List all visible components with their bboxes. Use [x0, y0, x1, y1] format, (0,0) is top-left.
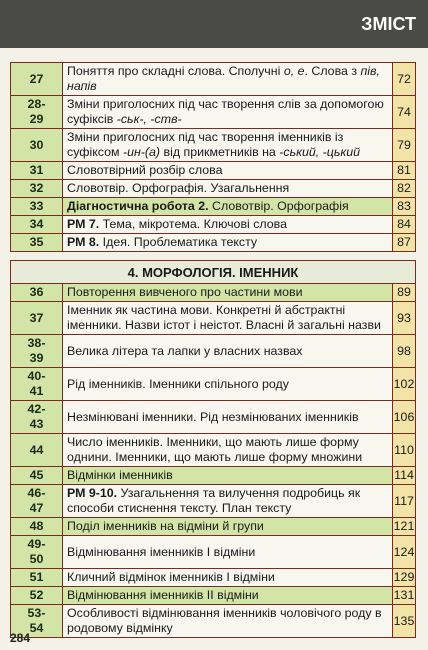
lesson-title-text: Відмінювання іменників І відміни [67, 544, 256, 559]
contents-row [11, 518, 416, 536]
lesson-title [63, 162, 393, 180]
lesson-number: 34 [11, 216, 63, 234]
lesson-number: 52 [11, 587, 63, 605]
lesson-page: 93 [393, 302, 416, 335]
lesson-title-text: Тема, мікротема. Ключові слова [99, 217, 288, 231]
lesson-page: 124 [393, 536, 416, 569]
lesson-title-text: Узагальнення та вилучення подробиць як способи стиснення тексту. План тексту [67, 486, 361, 515]
lesson-number: 49- 50 [11, 536, 63, 569]
lesson-page: 129 [393, 569, 416, 587]
lesson-page: 117 [393, 485, 416, 518]
section-heading-row [11, 261, 416, 284]
contents-row [11, 536, 416, 569]
lesson-title [63, 335, 393, 368]
lesson-page: 110 [393, 434, 416, 467]
lesson-title-text: Кличний відмінок іменників І відміни [67, 570, 275, 584]
lesson-title-text: від прикметників на [160, 145, 280, 159]
lesson-title [63, 434, 393, 467]
lesson-title [63, 198, 393, 216]
contents-table-body [11, 63, 416, 638]
lesson-number: 30 [11, 129, 63, 162]
lesson-title-text: Повторення вивченого про частини мови [67, 285, 303, 299]
lesson-title [63, 368, 393, 401]
lesson-title-text: -ський, -цький [279, 145, 360, 159]
lesson-page: 106 [393, 401, 416, 434]
lesson-title-text: . Слова з [304, 64, 361, 78]
lesson-page: 135 [393, 605, 416, 638]
lesson-title [63, 284, 393, 302]
lesson-page: 79 [393, 129, 416, 162]
lesson-title [63, 96, 393, 129]
section-heading: 4. МОРФОЛОГІЯ. ІМЕННИК [11, 261, 416, 284]
lesson-title [63, 605, 393, 638]
lesson-title [63, 180, 393, 198]
lesson-number: 37 [11, 302, 63, 335]
lesson-title-text: Відмінювання іменників ІІ відміни [67, 588, 259, 602]
table-of-contents [10, 62, 415, 638]
lesson-title-text: пів, напів [67, 64, 380, 93]
contents-table [10, 62, 416, 638]
lesson-number: 45 [11, 467, 63, 485]
lesson-title-text: Число іменників. Іменники, що мають лише форму однини. Іменники, що мають лише форму множини [67, 435, 363, 464]
contents-row [11, 302, 416, 335]
contents-row [11, 485, 416, 518]
contents-row [11, 368, 416, 401]
lesson-title-text: РМ 7. [67, 217, 100, 231]
lesson-number: 31 [11, 162, 63, 180]
contents-row [11, 335, 416, 368]
lesson-page: 89 [393, 284, 416, 302]
lesson-page: 131 [393, 587, 416, 605]
lesson-title [63, 216, 393, 234]
lesson-title-text: Словотвір. Орфографія [208, 199, 349, 213]
contents-row [11, 434, 416, 467]
lesson-number: 44 [11, 434, 63, 467]
lesson-page: 98 [393, 335, 416, 368]
lesson-number: 53- 54 [11, 605, 63, 638]
lesson-page: 114 [393, 467, 416, 485]
lesson-title-text: Зміни приголосних під час творення слів за допомогою суфіксів [67, 97, 384, 126]
lesson-title-text: Поділ іменників на відміни й групи [67, 519, 264, 533]
contents-row [11, 401, 416, 434]
lesson-title-text: Рід іменників. Іменники спільного роду [67, 376, 289, 391]
lesson-page: 82 [393, 180, 416, 198]
contents-row [11, 569, 416, 587]
contents-row [11, 198, 416, 216]
lesson-title-text: Велика літера та лапки у власних назвах [67, 343, 303, 358]
lesson-title [63, 587, 393, 605]
lesson-number: 48 [11, 518, 63, 536]
contents-row [11, 162, 416, 180]
lesson-title-text: о, е [283, 64, 305, 78]
lesson-title [63, 569, 393, 587]
lesson-title-text: Іменник як частина мови. Конкретні й абстрактні іменники. Назви істот і неістот. Власні й загальні назви [67, 303, 381, 332]
lesson-title [63, 129, 393, 162]
lesson-title-text: Словотвірний розбір слова [67, 163, 223, 177]
lesson-number: 40- 41 [11, 368, 63, 401]
lesson-title-text: РМ 9-10. [67, 486, 118, 500]
lesson-page: 84 [393, 216, 416, 234]
contents-row [11, 216, 416, 234]
lesson-number: 51 [11, 569, 63, 587]
lesson-title-text: -ин-(а) [122, 145, 161, 159]
lesson-number: 36 [11, 284, 63, 302]
contents-row [11, 605, 416, 638]
lesson-title-text: Особливості відмінювання іменників чоловічого роду в родовому відмінку [67, 606, 382, 635]
lesson-title-text: РМ 8. [67, 235, 100, 249]
lesson-title [63, 518, 393, 536]
lesson-number: 38- 39 [11, 335, 63, 368]
lesson-title-text: Зміни приголосних під час творення іменників із суфіксом [67, 130, 344, 159]
lesson-title-text: Незмінювані іменники. Рід незмінюваних іменників [67, 409, 359, 424]
lesson-title-text: Ідея. Проблематика тексту [99, 235, 258, 249]
contents-row [11, 467, 416, 485]
lesson-title-text: Діагностична робота 2. [67, 199, 209, 213]
lesson-title [63, 536, 393, 569]
section-title: ЗМІСТ [361, 14, 416, 34]
lesson-page: 81 [393, 162, 416, 180]
lesson-number: 27 [11, 63, 63, 96]
lesson-title [63, 467, 393, 485]
lesson-page: 72 [393, 63, 416, 96]
lesson-number: 32 [11, 180, 63, 198]
lesson-title [63, 302, 393, 335]
lesson-title [63, 234, 393, 252]
contents-row [11, 284, 416, 302]
lesson-title-text: Поняття про складні слова. Сполучні [67, 64, 284, 78]
contents-row [11, 587, 416, 605]
lesson-title-text: Відмінки іменників [67, 468, 173, 482]
lesson-page: 83 [393, 198, 416, 216]
lesson-page: 74 [393, 96, 416, 129]
lesson-title [63, 401, 393, 434]
page-number: 284 [10, 631, 31, 645]
lesson-page: 87 [393, 234, 416, 252]
contents-row [11, 234, 416, 252]
contents-row [11, 180, 416, 198]
contents-row [11, 129, 416, 162]
lesson-page: 102 [393, 368, 416, 401]
lesson-number: 33 [11, 198, 63, 216]
lesson-number: 46- 47 [11, 485, 63, 518]
lesson-title [63, 63, 393, 96]
lesson-title-text: -ськ-, -ств- [116, 112, 182, 126]
contents-row [11, 96, 416, 129]
section-spacer [11, 252, 416, 261]
lesson-number: 42- 43 [11, 401, 63, 434]
lesson-title [63, 485, 393, 518]
contents-row [11, 63, 416, 96]
lesson-title-text: Словотвір. Орфографія. Узагальнення [67, 181, 290, 195]
lesson-number: 35 [11, 234, 63, 252]
lesson-number: 28- 29 [11, 96, 63, 129]
section-header-bar [0, 0, 428, 48]
lesson-page: 121 [393, 518, 416, 536]
